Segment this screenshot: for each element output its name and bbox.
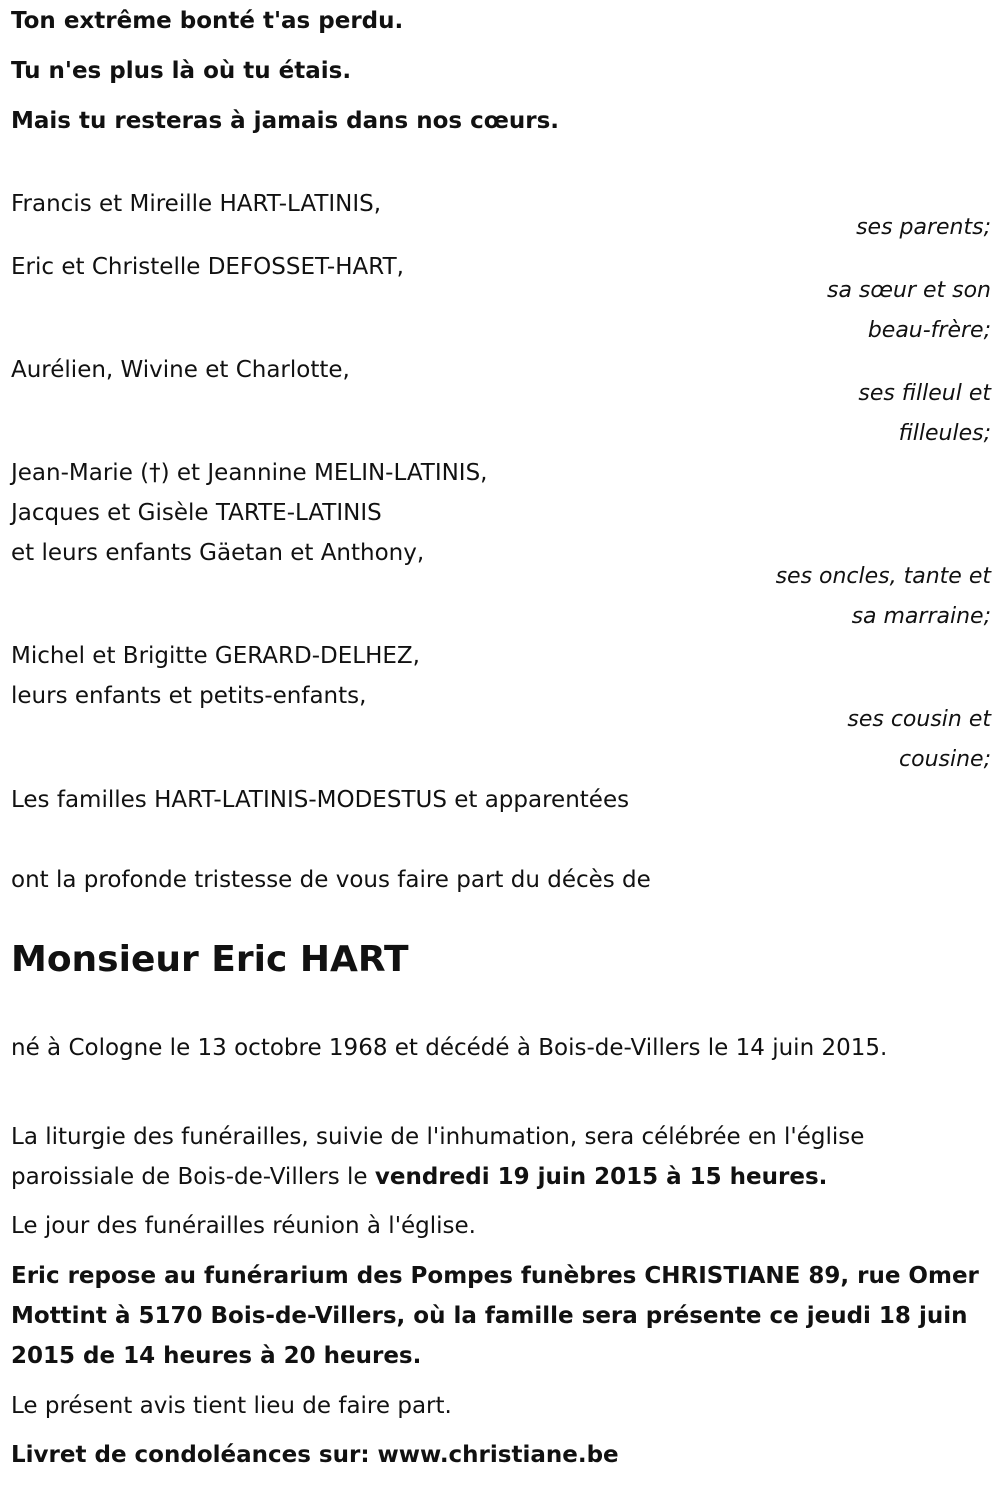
liturgy-text: La liturgie des funérailles, suivie de l'inhumation, sera célébrée en l'église paroissiale de Bois-de-Villers le [11,1124,865,1190]
family-group-cousins [11,636,991,780]
family-group-uncles [11,453,991,637]
family-names: Eric et Christelle DEFOSSET-HART, [11,254,404,280]
liturgy-paragraph [11,1117,991,1197]
condolences-line: Livret de condoléances sur: www.christiane.be [11,1442,619,1468]
family-role: cousine; [899,747,991,772]
announcement: ont la profonde tristesse de vous faire part du décès de [11,867,651,893]
family-group-godchildren [11,350,991,454]
poem-line-2: Tu n'es plus là où tu étais. [11,58,352,84]
deceased-name: Monsieur Eric HART [11,939,409,980]
family-role: sa sœur et son [826,278,991,303]
families-line: Les familles HART-LATINIS-MODESTUS et apparentées [11,787,630,813]
family-group-sister [11,247,991,351]
reunion-line: Le jour des funérailles réunion à l'église. [11,1213,476,1239]
family-role: beau-frère; [867,318,991,343]
family-names: Aurélien, Wivine et Charlotte, [11,357,350,383]
family-role: filleules; [898,421,991,446]
family-names: Jacques et Gisèle TARTE-LATINIS [11,500,382,526]
family-names: Francis et Mireille HART-LATINIS, [11,191,382,217]
family-names: leurs enfants et petits-enfants, [11,683,367,709]
family-role: ses oncles, tante et [775,564,991,589]
family-names: et leurs enfants Gäetan et Anthony, [11,540,425,566]
family-role: ses parents; [856,215,991,240]
family-role: ses filleul et [858,381,991,406]
family-role: sa marraine; [851,604,991,629]
birth-death: né à Cologne le 13 octobre 1968 et décédé à Bois-de-Villers le 14 juin 2015. [11,1035,888,1061]
family-names: Jean-Marie (†) et Jeannine MELIN-LATINIS, [11,460,488,486]
poem-line-3: Mais tu resteras à jamais dans nos cœurs. [11,108,560,134]
liturgy-date: vendredi 19 juin 2015 à 15 heures. [374,1164,828,1190]
family-role: ses cousin et [847,707,991,732]
family-group-parents [11,184,991,248]
funerarium-paragraph: Eric repose au funérarium des Pompes funèbres CHRISTIANE 89, rue Omer Mottint à 5170 Bois-de-Villers, où la famille sera présente ce jeudi 18 juin 2015 de 14 heures à 20 heures. [11,1263,979,1369]
notice-line: Le présent avis tient lieu de faire part. [11,1393,452,1419]
family-names: Michel et Brigitte GERARD-DELHEZ, [11,643,420,669]
poem-line-1: Ton extrême bonté t'as perdu. [11,8,404,34]
